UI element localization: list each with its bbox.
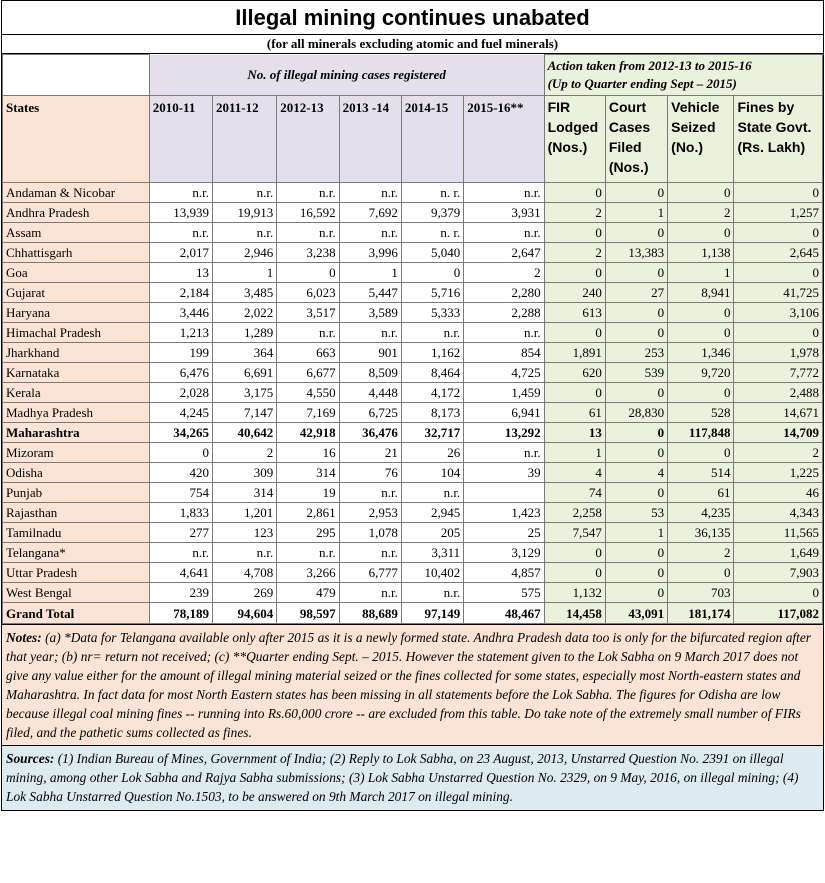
mining-cases-cell: n.r. [277, 543, 339, 563]
action-taken-cell: 528 [668, 403, 734, 423]
mining-cases-cell: 1 [339, 263, 401, 283]
action-taken-cell: 28,830 [605, 403, 667, 423]
mining-cases-cell: 4,448 [339, 383, 401, 403]
mining-cases-cell: 2,288 [464, 303, 544, 323]
mining-cases-cell: 6,677 [277, 363, 339, 383]
mining-cases-cell: 199 [149, 343, 212, 363]
column-header-row [3, 96, 823, 183]
action-taken-cell: 0 [544, 183, 605, 203]
mining-cases-cell: n.r. [149, 223, 212, 243]
state-name-cell: Telangana* [3, 543, 150, 563]
mining-cases-cell: 2,953 [339, 503, 401, 523]
mining-cases-cell: 6,725 [339, 403, 401, 423]
table-row [3, 223, 823, 243]
state-name-cell: Himachal Pradesh [3, 323, 150, 343]
action-taken-cell: 2 [668, 543, 734, 563]
state-name-cell: Odisha [3, 463, 150, 483]
mining-cases-cell: 7,147 [213, 403, 277, 423]
table-row [3, 403, 823, 423]
mining-cases-cell: 78,189 [149, 603, 212, 624]
action-taken-cell: 2 [544, 203, 605, 223]
action-taken-group-header [544, 55, 822, 96]
mining-cases-cell: 0 [401, 263, 463, 283]
mining-cases-cell: 1,078 [339, 523, 401, 543]
mining-cases-cell: 4,550 [277, 383, 339, 403]
grand-total-row [3, 603, 823, 624]
group-header-row [3, 55, 823, 96]
action-taken-cell: 0 [544, 383, 605, 403]
page-title: Illegal mining continues unabated [2, 1, 823, 35]
action-taken-cell: 14,458 [544, 603, 605, 624]
action-taken-cell: 0 [668, 383, 734, 403]
action-taken-cell: 36,135 [668, 523, 734, 543]
mining-cases-cell: 97,149 [401, 603, 463, 624]
action-taken-cell: 1,891 [544, 343, 605, 363]
action-taken-cell: 0 [605, 563, 667, 583]
mining-cases-cell: 2,280 [464, 283, 544, 303]
mining-cases-cell: n.r. [277, 183, 339, 203]
action-taken-cell: 620 [544, 363, 605, 383]
state-name-cell: Punjab [3, 483, 150, 503]
action-taken-cell: 0 [605, 483, 667, 503]
mining-cases-cell: 4,172 [401, 383, 463, 403]
table-row [3, 283, 823, 303]
state-name-cell: Andhra Pradesh [3, 203, 150, 223]
action-taken-cell: 2 [734, 443, 823, 463]
year-column-header: 2010-11 [149, 96, 212, 183]
mining-cases-cell: n.r. [213, 223, 277, 243]
action-taken-cell: 0 [668, 563, 734, 583]
mining-cases-cell: n.r. [339, 223, 401, 243]
mining-cases-cell: 1 [213, 263, 277, 283]
table-row [3, 243, 823, 263]
mining-cases-cell: n.r. [401, 583, 463, 603]
mining-cases-cell: 1,213 [149, 323, 212, 343]
mining-cases-cell: 314 [213, 483, 277, 503]
state-name-cell: Haryana [3, 303, 150, 323]
table-row [3, 183, 823, 203]
action-taken-cell: 2,645 [734, 243, 823, 263]
mining-cases-cell: 0 [149, 443, 212, 463]
action-taken-cell: 0 [544, 223, 605, 243]
action-taken-cell: 3,106 [734, 303, 823, 323]
mining-cases-cell: 5,040 [401, 243, 463, 263]
mining-cases-cell: 2,946 [213, 243, 277, 263]
mining-cases-cell: 901 [339, 343, 401, 363]
action-taken-cell: 13,383 [605, 243, 667, 263]
mining-cases-cell: n.r. [277, 223, 339, 243]
action-taken-cell: 1 [605, 523, 667, 543]
action-taken-cell: 0 [544, 323, 605, 343]
mining-cases-cell: 3,266 [277, 563, 339, 583]
table-row [3, 423, 823, 443]
report-container [1, 0, 824, 811]
mining-cases-cell: 479 [277, 583, 339, 603]
state-name-cell: Madhya Pradesh [3, 403, 150, 423]
action-taken-cell: 0 [668, 183, 734, 203]
action-taken-cell: 13 [544, 423, 605, 443]
table-row [3, 483, 823, 503]
action-taken-cell: 703 [668, 583, 734, 603]
action-taken-cell: 1 [544, 443, 605, 463]
mining-cases-cell: 295 [277, 523, 339, 543]
action-taken-cell: 117,082 [734, 603, 823, 624]
table-row [3, 383, 823, 403]
fines-column-header: Fines by State Govt. (Rs. Lakh) [734, 96, 823, 183]
table-row [3, 363, 823, 383]
mining-cases-cell: 10,402 [401, 563, 463, 583]
mining-cases-cell: 7,169 [277, 403, 339, 423]
state-name-cell: Chhattisgarh [3, 243, 150, 263]
mining-cases-cell: 8,173 [401, 403, 463, 423]
action-taken-cell: 74 [544, 483, 605, 503]
action-taken-cell: 0 [605, 383, 667, 403]
action-taken-cell: 514 [668, 463, 734, 483]
mining-cases-cell: 4,725 [464, 363, 544, 383]
mining-cases-cell: 6,941 [464, 403, 544, 423]
table-row [3, 563, 823, 583]
mining-cases-cell: n.r. [339, 183, 401, 203]
mining-cases-cell: 854 [464, 343, 544, 363]
mining-table [2, 54, 823, 624]
action-taken-cell: 0 [668, 443, 734, 463]
action-taken-cell: 53 [605, 503, 667, 523]
mining-cases-cell: n.r. [339, 323, 401, 343]
mining-cases-cell: 2,022 [213, 303, 277, 323]
action-taken-cell: 7,547 [544, 523, 605, 543]
state-name-cell: Rajasthan [3, 503, 150, 523]
mining-cases-cell: 13 [149, 263, 212, 283]
mining-cases-cell: 4,708 [213, 563, 277, 583]
state-name-cell: Mizoram [3, 443, 150, 463]
mining-cases-cell: n.r. [464, 183, 544, 203]
mining-cases-cell: 16,592 [277, 203, 339, 223]
mining-cases-cell: 1,162 [401, 343, 463, 363]
action-taken-cell: 0 [605, 583, 667, 603]
action-taken-cell: 0 [605, 543, 667, 563]
action-taken-cell: 0 [734, 323, 823, 343]
mining-cases-cell: 239 [149, 583, 212, 603]
action-taken-cell: 4 [544, 463, 605, 483]
mining-cases-cell: 94,604 [213, 603, 277, 624]
mining-cases-cell: 2,647 [464, 243, 544, 263]
action-taken-cell: 9,720 [668, 363, 734, 383]
mining-cases-cell: 9,379 [401, 203, 463, 223]
year-column-header: 2012-13 [277, 96, 339, 183]
mining-cases-cell: n.r. [213, 183, 277, 203]
mining-cases-cell: 420 [149, 463, 212, 483]
mining-cases-cell: n.r. [339, 543, 401, 563]
mining-cases-cell: 34,265 [149, 423, 212, 443]
mining-cases-cell: n.r. [464, 323, 544, 343]
mining-cases-cell: n.r. [401, 323, 463, 343]
mining-cases-cell: 2,861 [277, 503, 339, 523]
table-row [3, 203, 823, 223]
year-column-header: 2015-16** [464, 96, 544, 183]
mining-cases-cell: 205 [401, 523, 463, 543]
sources-label: Sources: [6, 751, 55, 766]
court-cases-column-header: Court Cases Filed (Nos.) [605, 96, 667, 183]
action-taken-cell: 2 [668, 203, 734, 223]
action-taken-cell: 1 [605, 203, 667, 223]
mining-cases-cell: 25 [464, 523, 544, 543]
action-taken-cell: 0 [734, 583, 823, 603]
mining-cases-cell: 2 [464, 263, 544, 283]
mining-cases-cell: 6,777 [339, 563, 401, 583]
mining-cases-cell: n.r. [339, 583, 401, 603]
mining-cases-cell: 4,641 [149, 563, 212, 583]
action-taken-cell: 14,709 [734, 423, 823, 443]
mining-cases-cell: 754 [149, 483, 212, 503]
state-name-cell: Uttar Pradesh [3, 563, 150, 583]
sources-text: (1) Indian Bureau of Mines, Government of India; (2) Reply to Lok Sabha, on 23 August, 2013, Unstarred Question No. 2391 on illegal mining, among other Lok Sabha and Rajya Sabha submissions; (3) Lok Sabha Unstarred Question No. 2329, on 9 May, 2016, on illegal mining; (4) Lok Sabha Unstarred Question No.1503, to be answered on 9th March 2017 on illegal mining. [6, 751, 799, 804]
action-taken-cell: 613 [544, 303, 605, 323]
action-group-line1: Action taken from 2012-13 to 2015-16 [547, 58, 752, 73]
state-name-cell: Maharashtra [3, 423, 150, 443]
mining-cases-cell: 1,289 [213, 323, 277, 343]
action-taken-cell: 11,565 [734, 523, 823, 543]
mining-cases-cell: 7,692 [339, 203, 401, 223]
mining-cases-cell: 4,857 [464, 563, 544, 583]
action-taken-cell: 8,941 [668, 283, 734, 303]
action-taken-cell: 27 [605, 283, 667, 303]
action-taken-cell: 46 [734, 483, 823, 503]
year-column-header: 2013 -14 [339, 96, 401, 183]
mining-cases-cell: 3,485 [213, 283, 277, 303]
action-taken-cell: 0 [734, 223, 823, 243]
mining-cases-cell: 3,589 [339, 303, 401, 323]
state-name-cell: Karnataka [3, 363, 150, 383]
action-taken-cell: 1,138 [668, 243, 734, 263]
mining-cases-cell: 269 [213, 583, 277, 603]
state-name-cell: Grand Total [3, 603, 150, 624]
action-taken-cell: 0 [668, 223, 734, 243]
mining-cases-cell: 104 [401, 463, 463, 483]
action-taken-cell: 41,725 [734, 283, 823, 303]
year-column-header: 2011-12 [213, 96, 277, 183]
mining-cases-cell: 3,517 [277, 303, 339, 323]
mining-cases-cell: 3,238 [277, 243, 339, 263]
mining-cases-cell: 575 [464, 583, 544, 603]
vehicle-seized-column-header: Vehicle Seized (No.) [668, 96, 734, 183]
states-column-header: States [3, 96, 150, 183]
mining-cases-cell: 663 [277, 343, 339, 363]
action-taken-cell: 253 [605, 343, 667, 363]
mining-cases-cell: 5,333 [401, 303, 463, 323]
notes-text: (a) *Data for Telangana available only after 2015 as it is a newly formed state. Andhra Pradesh data too is only for the bifurcated region after that year; (b) nr= return not received; (c) **Quarter ending Sept. – 2015. However the statement given to the Lok Sabha on 9 March 2017 does not give any value either for the amount of illegal mining material seized or the fines collected for some states, especially most North-eastern states and Maharashtra. In fact data for most North Eastern states has been missing in all statements before the Lok Sabha. The figures for Odisha are low because illegal coal mining fines -- running into Rs.60,000 crore -- are excluded from this table. Do take note of the extremely small number of FIRs filed, and the pathetic sums collected as fines. [6, 630, 812, 740]
mining-cases-cell: 48,467 [464, 603, 544, 624]
notes-label: Notes: [6, 630, 42, 645]
mining-cases-cell: 1,201 [213, 503, 277, 523]
action-taken-cell: 4 [605, 463, 667, 483]
action-taken-cell: 7,772 [734, 363, 823, 383]
mining-cases-cell: 13,292 [464, 423, 544, 443]
page-subtitle: (for all minerals excluding atomic and fuel minerals) [2, 35, 823, 54]
state-name-cell: Kerala [3, 383, 150, 403]
action-taken-cell: 539 [605, 363, 667, 383]
action-taken-cell: 0 [668, 323, 734, 343]
action-taken-cell: 0 [605, 323, 667, 343]
mining-cases-cell: 5,447 [339, 283, 401, 303]
mining-cases-cell: 2,017 [149, 243, 212, 263]
action-taken-cell: 0 [605, 423, 667, 443]
action-taken-cell: 1,225 [734, 463, 823, 483]
mining-cases-cell: 26 [401, 443, 463, 463]
mining-cases-cell: 6,691 [213, 363, 277, 383]
mining-cases-cell: 3,175 [213, 383, 277, 403]
mining-cases-cell: n.r. [213, 543, 277, 563]
mining-cases-cell [464, 483, 544, 503]
action-taken-cell: 117,848 [668, 423, 734, 443]
mining-cases-cell: 2,945 [401, 503, 463, 523]
mining-cases-cell: 364 [213, 343, 277, 363]
action-taken-cell: 14,671 [734, 403, 823, 423]
mining-cases-group-header: No. of illegal mining cases registered [149, 55, 544, 96]
blank-header-cell [3, 55, 150, 96]
mining-cases-cell: 98,597 [277, 603, 339, 624]
action-taken-cell: 61 [668, 483, 734, 503]
mining-cases-cell: 309 [213, 463, 277, 483]
mining-cases-cell: 2 [213, 443, 277, 463]
state-name-cell: Tamilnadu [3, 523, 150, 543]
mining-cases-cell: 13,939 [149, 203, 212, 223]
mining-cases-cell: 3,996 [339, 243, 401, 263]
action-taken-cell: 0 [734, 183, 823, 203]
mining-cases-cell: 3,931 [464, 203, 544, 223]
mining-cases-cell: 314 [277, 463, 339, 483]
action-taken-cell: 1,132 [544, 583, 605, 603]
action-taken-cell: 0 [544, 543, 605, 563]
action-taken-cell: 7,903 [734, 563, 823, 583]
mining-cases-cell: n.r. [277, 323, 339, 343]
notes-section [2, 624, 823, 745]
action-taken-cell: 1,649 [734, 543, 823, 563]
mining-cases-cell: 0 [277, 263, 339, 283]
mining-cases-cell: 88,689 [339, 603, 401, 624]
action-taken-cell: 43,091 [605, 603, 667, 624]
mining-cases-cell: 6,023 [277, 283, 339, 303]
action-taken-cell: 1,346 [668, 343, 734, 363]
mining-cases-cell: 39 [464, 463, 544, 483]
table-row [3, 343, 823, 363]
state-name-cell: Jharkhand [3, 343, 150, 363]
state-name-cell: Assam [3, 223, 150, 243]
action-taken-cell: 4,235 [668, 503, 734, 523]
table-row [3, 583, 823, 603]
mining-cases-cell: 19,913 [213, 203, 277, 223]
mining-cases-cell: 1,459 [464, 383, 544, 403]
table-row [3, 503, 823, 523]
mining-cases-cell: 1,423 [464, 503, 544, 523]
mining-cases-cell: n.r. [401, 483, 463, 503]
action-taken-cell: 240 [544, 283, 605, 303]
action-taken-cell: 181,174 [668, 603, 734, 624]
action-taken-cell: 0 [544, 263, 605, 283]
mining-cases-cell: 4,245 [149, 403, 212, 423]
action-taken-cell: 0 [605, 223, 667, 243]
mining-cases-cell: 3,311 [401, 543, 463, 563]
mining-cases-cell: 277 [149, 523, 212, 543]
sources-section [2, 745, 823, 810]
table-row [3, 543, 823, 563]
action-taken-cell: 0 [605, 303, 667, 323]
fir-column-header: FIR Lodged (Nos.) [544, 96, 605, 183]
mining-cases-cell: 42,918 [277, 423, 339, 443]
mining-cases-cell: 2,184 [149, 283, 212, 303]
mining-cases-cell: 8,509 [339, 363, 401, 383]
mining-cases-cell: 5,716 [401, 283, 463, 303]
action-taken-cell: 2,258 [544, 503, 605, 523]
mining-cases-cell: 1,833 [149, 503, 212, 523]
action-taken-cell: 4,343 [734, 503, 823, 523]
action-taken-cell: 0 [734, 263, 823, 283]
year-column-header: 2014-15 [401, 96, 463, 183]
state-name-cell: Gujarat [3, 283, 150, 303]
action-taken-cell: 61 [544, 403, 605, 423]
action-taken-cell: 1,257 [734, 203, 823, 223]
mining-cases-cell: 36,476 [339, 423, 401, 443]
mining-cases-cell: 16 [277, 443, 339, 463]
mining-cases-cell: n.r. [464, 443, 544, 463]
table-row [3, 263, 823, 283]
mining-cases-cell: 3,446 [149, 303, 212, 323]
mining-cases-cell: 8,464 [401, 363, 463, 383]
state-name-cell: Andaman & Nicobar [3, 183, 150, 203]
mining-cases-cell: n.r. [464, 223, 544, 243]
mining-cases-cell: n.r. [149, 543, 212, 563]
action-taken-cell: 1 [668, 263, 734, 283]
table-row [3, 523, 823, 543]
mining-cases-cell: 76 [339, 463, 401, 483]
mining-cases-cell: 19 [277, 483, 339, 503]
action-taken-cell: 0 [605, 183, 667, 203]
table-row [3, 463, 823, 483]
mining-cases-cell: n. r. [401, 183, 463, 203]
state-name-cell: Goa [3, 263, 150, 283]
mining-cases-cell: 32,717 [401, 423, 463, 443]
action-group-line2: (Up to Quarter ending Sept – 2015) [547, 76, 737, 91]
action-taken-cell: 2,488 [734, 383, 823, 403]
action-taken-cell: 0 [605, 443, 667, 463]
action-taken-cell: 1,978 [734, 343, 823, 363]
table-row [3, 323, 823, 343]
mining-cases-cell: 2,028 [149, 383, 212, 403]
mining-cases-cell: 123 [213, 523, 277, 543]
table-row [3, 303, 823, 323]
action-taken-cell: 0 [544, 563, 605, 583]
mining-cases-cell: n.r. [149, 183, 212, 203]
table-row [3, 443, 823, 463]
action-taken-cell: 0 [668, 303, 734, 323]
mining-cases-cell: 3,129 [464, 543, 544, 563]
mining-cases-cell: 6,476 [149, 363, 212, 383]
mining-cases-cell: n. r. [401, 223, 463, 243]
mining-cases-cell: n.r. [339, 483, 401, 503]
state-name-cell: West Bengal [3, 583, 150, 603]
mining-cases-cell: 40,642 [213, 423, 277, 443]
action-taken-cell: 2 [544, 243, 605, 263]
action-taken-cell: 0 [605, 263, 667, 283]
mining-cases-cell: 21 [339, 443, 401, 463]
